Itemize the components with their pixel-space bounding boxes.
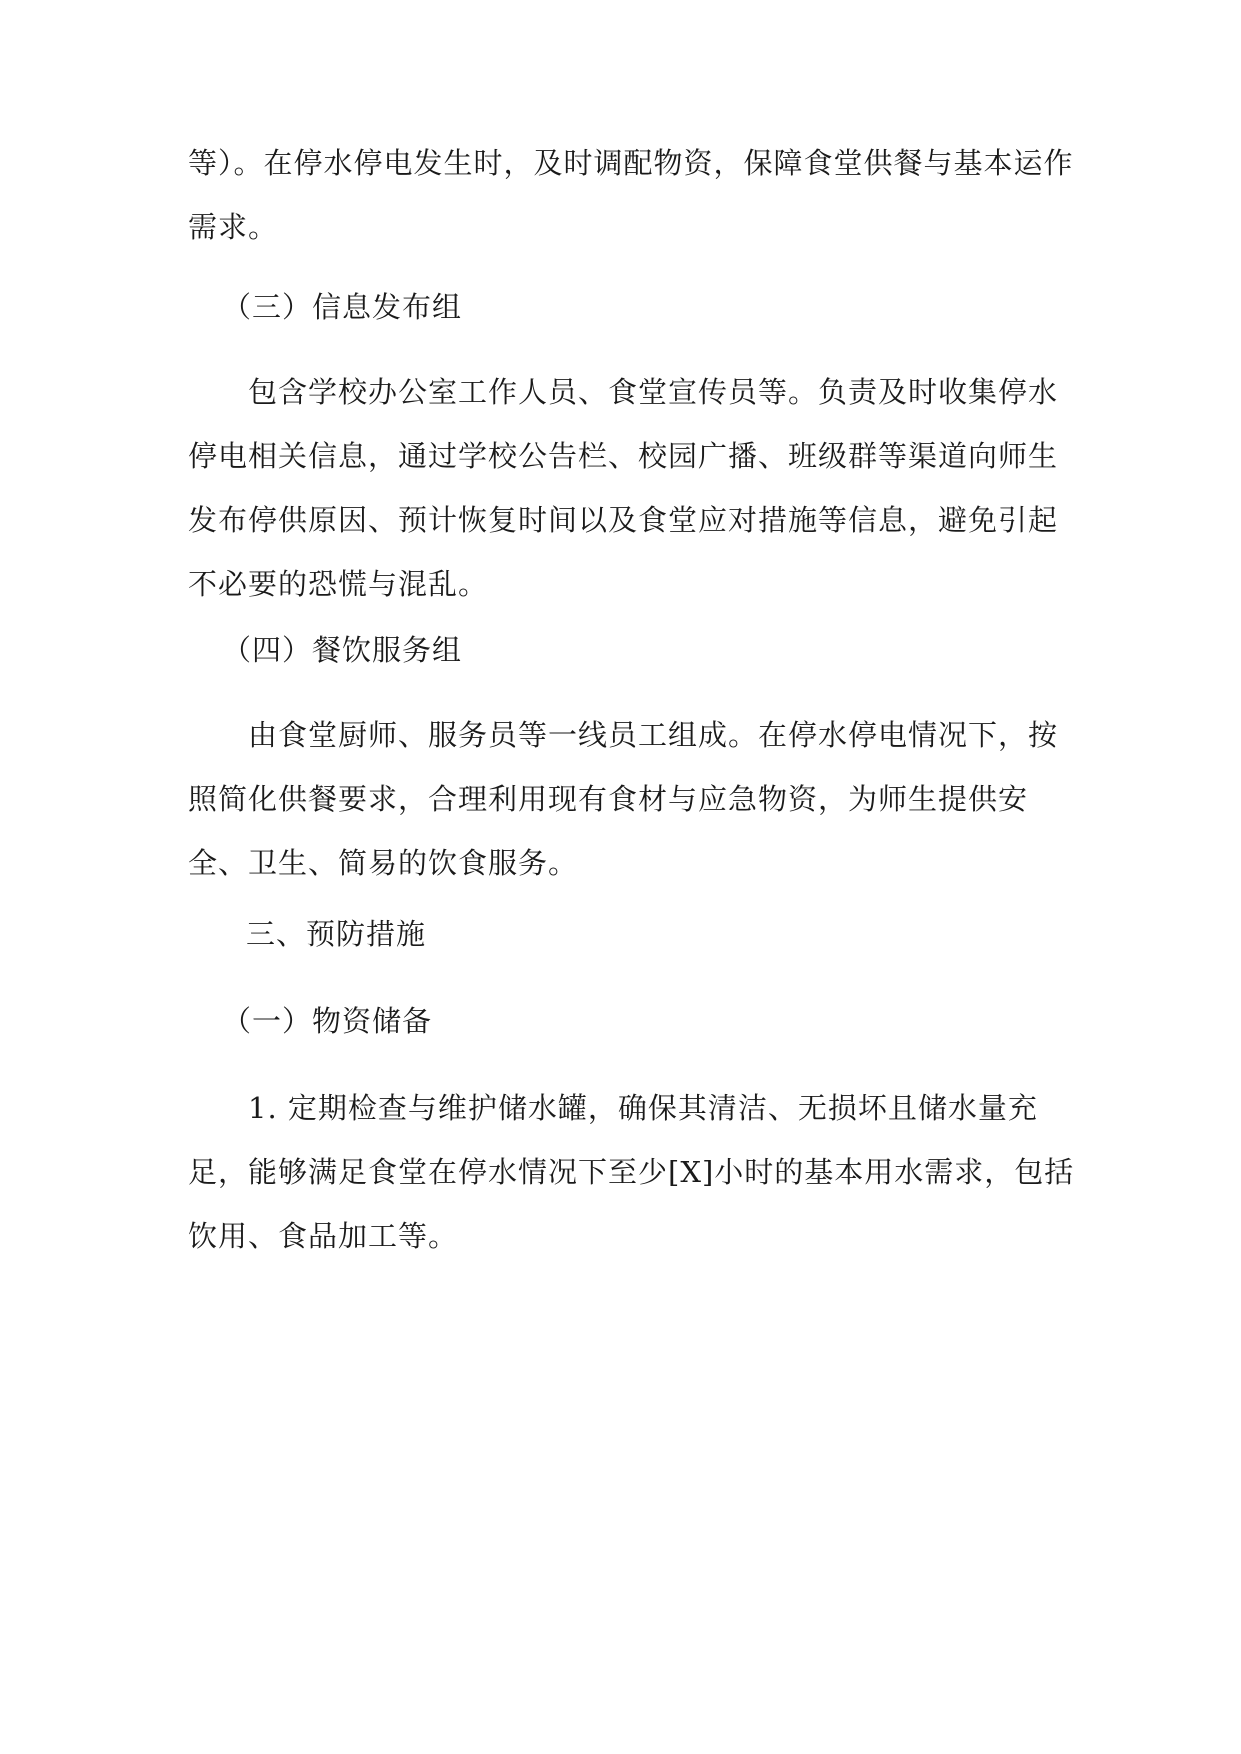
catering-group-heading: （四）餐饮服务组 <box>222 633 463 667</box>
catering-group-paragraph: 由食堂厨师、服务员等一线员工组成。在停水停电情况下，按照简化供餐要求，合理利用现有食材与应急物资，为师生提供安全、卫生、简易的饮食服务。 <box>188 718 1059 880</box>
continuation-paragraph: 等）。在停水停电发生时，及时调配物资，保障食堂供餐与基本运作需求。 <box>188 146 1074 244</box>
item-one-paragraph: 1. 定期检查与维护储水罐，确保其清洁、无损坏且储水量充足，能够满足食堂在停水情况下至少[X]小时的基本用水需求，包括饮用、食品加工等。 <box>188 1091 1075 1253</box>
info-group-paragraph: 包含学校办公室工作人员、食堂宣传员等。负责及时收集停水停电相关信息，通过学校公告栏、校园广播、班级群等渠道向师生发布停供原因、预计恢复时间以及食堂应对措施等信息，避免引起不必要的恐慌与混乱。 <box>188 375 1059 601</box>
material-reserve-heading: （一）物资储备 <box>222 1004 433 1038</box>
chapter-three-heading: 三、预防措施 <box>246 917 427 951</box>
info-group-heading: （三）信息发布组 <box>222 290 463 324</box>
